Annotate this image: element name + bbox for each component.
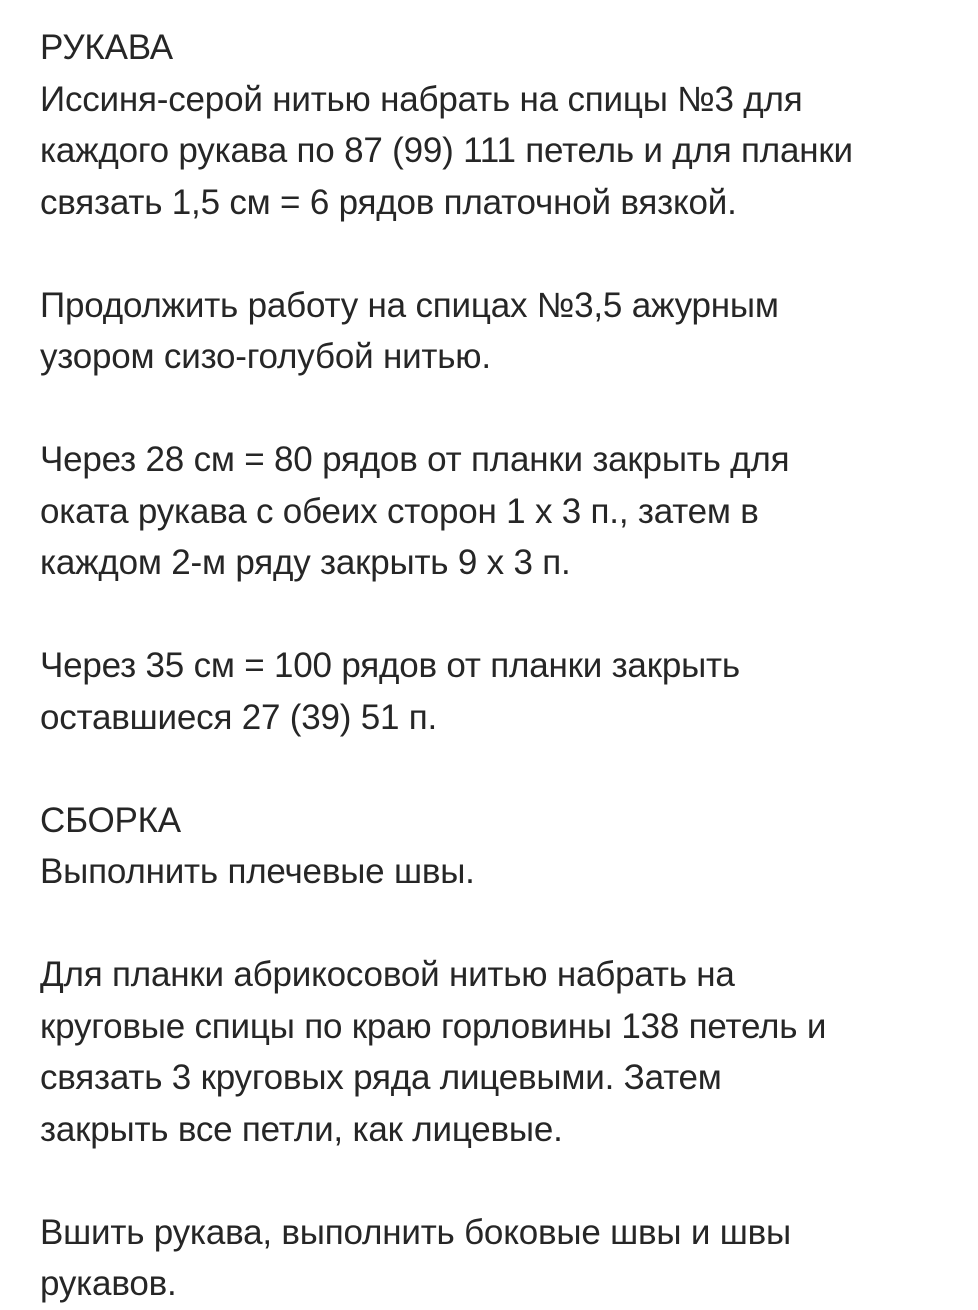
text-line: Вшить рукава, выполнить боковые швы и швы — [40, 1212, 791, 1252]
text-line: Через 28 см = 80 рядов от планки закрыть для — [40, 440, 790, 479]
text-line: круговые спицы по краю горловины 138 петель и — [40, 1006, 827, 1046]
text-line: связать 3 круговых ряда лицевыми. Затем — [40, 1058, 722, 1097]
text-line: связать 1,5 см = 6 рядов платочной вязкой. — [40, 182, 737, 222]
section-heading-sleeves: РУКАВА — [40, 28, 173, 67]
paragraph — [40, 846, 960, 898]
text-line: узором сизо-голубой нитью. — [40, 337, 491, 376]
text-line: каждом 2-м ряду закрыть 9 х 3 п. — [40, 543, 571, 582]
text-line: каждого рукава по 87 (99) 111 петель и для планки — [40, 131, 853, 170]
text-line: закрыть все петли, как лицевые. — [40, 1109, 563, 1149]
text-line: Продолжить работу на спицах №3,5 ажурным — [40, 285, 779, 325]
paragraph — [40, 949, 960, 1155]
document-text — [40, 22, 960, 1310]
text-line: Через 35 см = 100 рядов от планки закрыть — [40, 646, 740, 685]
text-line: Иссиня-серой нитью набрать на спицы №3 для — [40, 79, 803, 119]
section-sleeves — [40, 22, 960, 743]
section-assembly — [40, 795, 960, 1310]
text-line: оката рукава с обеих сторон 1 х 3 п., затем в — [40, 491, 759, 531]
text-line: Для планки абрикосовой нитью набрать на — [40, 955, 735, 994]
paragraph — [40, 1207, 960, 1310]
paragraph — [40, 640, 960, 743]
paragraph — [40, 74, 960, 229]
paragraph — [40, 434, 960, 589]
text-line: оставшиеся 27 (39) 51 п. — [40, 697, 438, 737]
section-heading-assembly: СБОРКА — [40, 800, 181, 840]
paragraph — [40, 280, 960, 383]
text-line: рукавов. — [40, 1264, 177, 1303]
text-line: Выполнить плечевые швы. — [40, 852, 475, 891]
